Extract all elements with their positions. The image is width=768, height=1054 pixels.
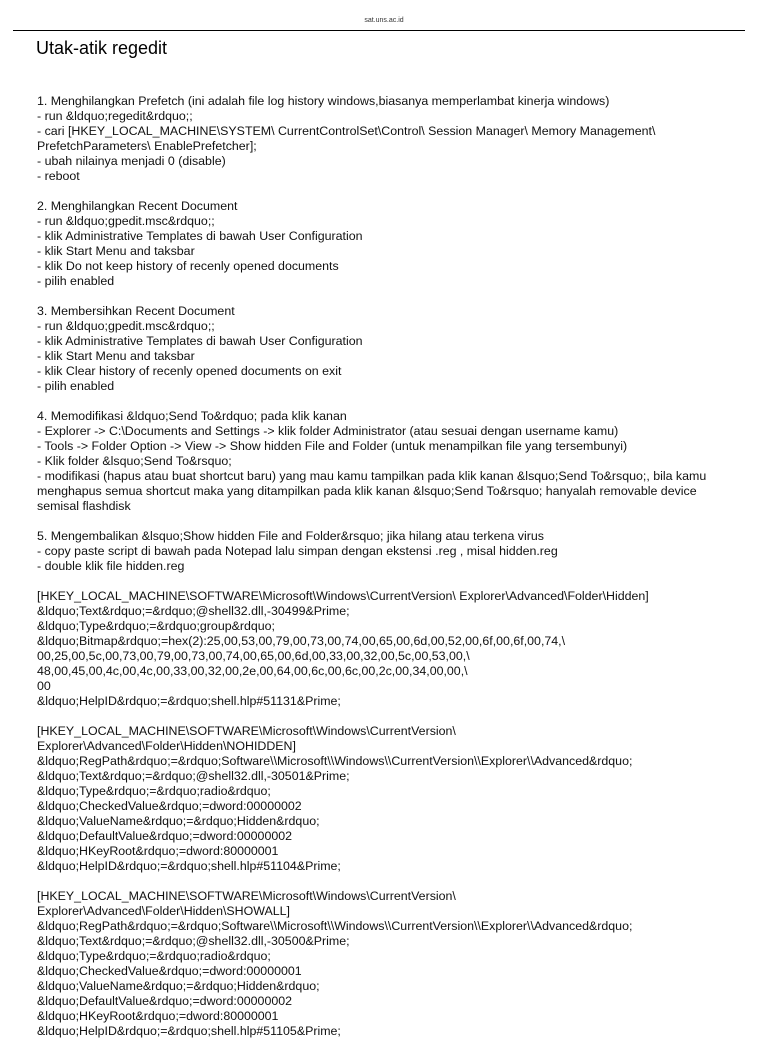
- text-line: Explorer\Advanced\Folder\Hidden\SHOWALL]: [37, 904, 290, 918]
- text-line: 3. Membersihkan Recent Document: [37, 304, 235, 318]
- text-line: - Klik folder &lsquo;Send To&rsquo;: [37, 454, 232, 468]
- text-line: 00,25,00,5c,00,73,00,79,00,73,00,74,00,65,00,6d,00,33,00,32,00,5c,00,53,00,\: [37, 649, 470, 663]
- text-line: - ubah nilainya menjadi 0 (disable): [37, 154, 226, 168]
- text-line: &ldquo;HKeyRoot&rdquo;=dword:80000001: [37, 1009, 279, 1023]
- text-line: &ldquo;CheckedValue&rdquo;=dword:00000002: [37, 799, 302, 813]
- text-line: - run &ldquo;gpedit.msc&rdquo;;: [37, 214, 215, 228]
- text-line: &ldquo;HKeyRoot&rdquo;=dword:80000001: [37, 844, 279, 858]
- text-line: &ldquo;HelpID&rdquo;=&rdquo;shell.hlp#51131&Prime;: [37, 694, 341, 708]
- text-line: - klik Clear history of recenly opened documents on exit: [37, 364, 342, 378]
- text-line: &ldquo;ValueName&rdquo;=&rdquo;Hidden&rdquo;: [37, 979, 320, 993]
- section-3: [37, 304, 742, 394]
- text-line: - pilih enabled: [37, 379, 115, 393]
- document-body: [37, 94, 742, 1054]
- section-6: [37, 589, 742, 709]
- text-line: - double klik file hidden.reg: [37, 559, 185, 573]
- text-line: 00: [37, 679, 51, 693]
- header-rule: [13, 30, 745, 31]
- text-line: [HKEY_LOCAL_MACHINE\SOFTWARE\Microsoft\Windows\CurrentVersion\: [37, 889, 456, 903]
- section-4: [37, 409, 742, 514]
- text-line: - klik Start Menu and taksbar: [37, 349, 195, 363]
- text-line: - reboot: [37, 169, 80, 183]
- text-line: &ldquo;HelpID&rdquo;=&rdquo;shell.hlp#51105&Prime;: [37, 1024, 341, 1038]
- text-line: &ldquo;Type&rdquo;=&rdquo;group&rdquo;: [37, 619, 276, 633]
- text-line: 5. Mengembalikan &lsquo;Show hidden File and Folder&rsquo; jika hilang atau terkena virus: [37, 529, 544, 543]
- text-line: 2. Menghilangkan Recent Document: [37, 199, 238, 213]
- text-line: - klik Administrative Templates di bawah User Configuration: [37, 334, 363, 348]
- page-header-site: sat.uns.ac.id: [364, 17, 404, 24]
- text-line: - pilih enabled: [37, 274, 115, 288]
- text-line: - klik Do not keep history of recenly opened documents: [37, 259, 339, 273]
- section-7: [37, 724, 742, 874]
- text-line: &ldquo;DefaultValue&rdquo;=dword:00000002: [37, 829, 293, 843]
- text-line: - run &ldquo;regedit&rdquo;;: [37, 109, 193, 123]
- text-line: [HKEY_LOCAL_MACHINE\SOFTWARE\Microsoft\Windows\CurrentVersion\: [37, 724, 456, 738]
- text-line: Explorer\Advanced\Folder\Hidden\NOHIDDEN]: [37, 739, 296, 753]
- text-line: &ldquo;ValueName&rdquo;=&rdquo;Hidden&rdquo;: [37, 814, 320, 828]
- text-line: &ldquo;Bitmap&rdquo;=hex(2):25,00,53,00,79,00,73,00,74,00,65,00,6d,00,52,00,6f,00,6f,00,74,\: [37, 634, 566, 648]
- text-line: [HKEY_LOCAL_MACHINE\SOFTWARE\Microsoft\Windows\CurrentVersion\ Explorer\Advanced\Folder\Hidden]: [37, 589, 649, 603]
- section-8: [37, 889, 742, 1039]
- text-line: - Explorer -> C:\Documents and Settings -> klik folder Administrator (atau sesuai dengan username kamu): [37, 424, 619, 438]
- text-line: &ldquo;Text&rdquo;=&rdquo;@shell32.dll,-30500&Prime;: [37, 934, 350, 948]
- text-line: - modifikasi (hapus atau buat shortcut baru) yang mau kamu tampilkan pada klik kanan &lsquo;Send To&rsquo;, bila kamu menghapus semua shortcut maka yang ditampilkan pada klik kanan &lsquo;Send To&rsquo; hanyalah removable device semisal flashdisk: [37, 469, 707, 513]
- text-line: &ldquo;Text&rdquo;=&rdquo;@shell32.dll,-30501&Prime;: [37, 769, 350, 783]
- text-line: - copy paste script di bawah pada Notepad lalu simpan dengan ekstensi .reg , misal hidden.reg: [37, 544, 558, 558]
- text-line: 48,00,45,00,4c,00,4c,00,33,00,32,00,2e,00,64,00,6c,00,6c,00,2c,00,34,00,00,\: [37, 664, 468, 678]
- text-line: - klik Start Menu and taksbar: [37, 244, 195, 258]
- text-line: 4. Memodifikasi &ldquo;Send To&rdquo; pada klik kanan: [37, 409, 347, 423]
- text-line: &ldquo;Type&rdquo;=&rdquo;radio&rdquo;: [37, 784, 271, 798]
- text-line: - Tools -> Folder Option -> View -> Show hidden File and Folder (untuk menampilkan file yang tersembunyi): [37, 439, 628, 453]
- document-title: Utak-atik regedit: [36, 38, 168, 58]
- text-line: - run &ldquo;gpedit.msc&rdquo;;: [37, 319, 215, 333]
- text-line: &ldquo;RegPath&rdquo;=&rdquo;Software\\Microsoft\\Windows\\CurrentVersion\\Explorer\\Advanced&rdquo;: [37, 754, 633, 768]
- section-2: [37, 199, 742, 289]
- text-line: &ldquo;Type&rdquo;=&rdquo;radio&rdquo;: [37, 949, 271, 963]
- text-line: &ldquo;CheckedValue&rdquo;=dword:00000001: [37, 964, 302, 978]
- section-5: [37, 529, 742, 574]
- section-1: [37, 94, 742, 184]
- text-line: &ldquo;DefaultValue&rdquo;=dword:00000002: [37, 994, 293, 1008]
- text-line: &ldquo;RegPath&rdquo;=&rdquo;Software\\Microsoft\\Windows\\CurrentVersion\\Explorer\\Advanced&rdquo;: [37, 919, 633, 933]
- text-line: - cari [HKEY_LOCAL_MACHINE\SYSTEM\ CurrentControlSet\Control\ Session Manager\ Memory Management\ PrefetchParameters\ EnablePrefetcher];: [37, 124, 656, 153]
- text-line: 1. Menghilangkan Prefetch (ini adalah file log history windows,biasanya memperlambat kinerja windows): [37, 94, 610, 108]
- text-line: &ldquo;Text&rdquo;=&rdquo;@shell32.dll,-30499&Prime;: [37, 604, 350, 618]
- text-line: - klik Administrative Templates di bawah User Configuration: [37, 229, 363, 243]
- text-line: &ldquo;HelpID&rdquo;=&rdquo;shell.hlp#51104&Prime;: [37, 859, 341, 873]
